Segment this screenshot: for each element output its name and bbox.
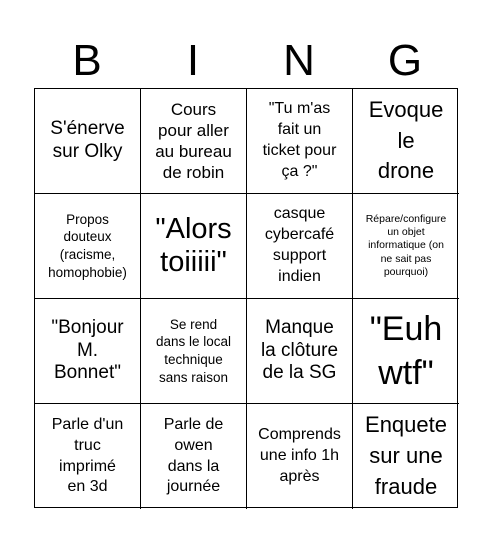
cell-text: Manque la clôture de la SG xyxy=(260,316,339,384)
cell-text: "Tu m'as fait un ticket pour ça ?" xyxy=(262,100,337,180)
header-letter-b: B xyxy=(72,36,102,85)
bingo-cell-9[interactable] xyxy=(35,299,141,404)
cell-text: Parle de owen dans la journée xyxy=(163,415,224,496)
cell-text: Parle d'un truc imprimé en 3d xyxy=(51,415,124,496)
bingo-cell-3[interactable] xyxy=(247,89,353,194)
bingo-cell-10[interactable] xyxy=(141,299,247,404)
bingo-cell-1[interactable] xyxy=(35,89,141,194)
bingo-cell-4[interactable] xyxy=(353,89,459,194)
bingo-cell-12[interactable] xyxy=(353,299,459,404)
cell-text: Répare/configure un objet informatique (on ne sait pas pourquoi) xyxy=(365,213,447,278)
bingo-cell-5[interactable] xyxy=(35,194,141,299)
cell-text: Enquete sur une fraude xyxy=(365,412,447,499)
cell-text: S'énerve sur Olky xyxy=(50,118,125,162)
bingo-cell-13[interactable] xyxy=(35,404,141,509)
header-letter-g: G xyxy=(387,36,423,85)
cell-text: "Alors toiiiii" xyxy=(155,212,232,278)
cell-text: casque cybercafé support indien xyxy=(264,205,335,285)
bingo-cell-15[interactable] xyxy=(247,404,353,509)
bingo-cell-14[interactable] xyxy=(141,404,247,509)
cell-text: Propos douteux (racisme, homophobie) xyxy=(48,211,127,280)
bingo-cell-7[interactable] xyxy=(247,194,353,299)
cell-text: Comprends une info 1h après xyxy=(258,426,341,485)
bingo-cell-6[interactable] xyxy=(141,194,247,299)
header-letter-n: N xyxy=(283,36,315,85)
bingo-cell-2[interactable] xyxy=(141,89,247,194)
cell-text: Se rend dans le local technique sans raison xyxy=(155,316,232,385)
cell-text: Cours pour aller au bureau de robin xyxy=(155,99,232,183)
header-letter-i: I xyxy=(186,36,200,85)
bingo-cell-8[interactable] xyxy=(353,194,459,299)
cell-text: "Euh wtf" xyxy=(369,309,443,392)
bingo-header xyxy=(34,36,458,86)
bingo-cell-16[interactable] xyxy=(353,404,459,509)
bingo-board xyxy=(34,88,458,508)
cell-text: Evoque le drone xyxy=(368,96,444,184)
bingo-cell-11[interactable] xyxy=(247,299,353,404)
cell-text: "Bonjour M. Bonnet" xyxy=(51,316,124,384)
